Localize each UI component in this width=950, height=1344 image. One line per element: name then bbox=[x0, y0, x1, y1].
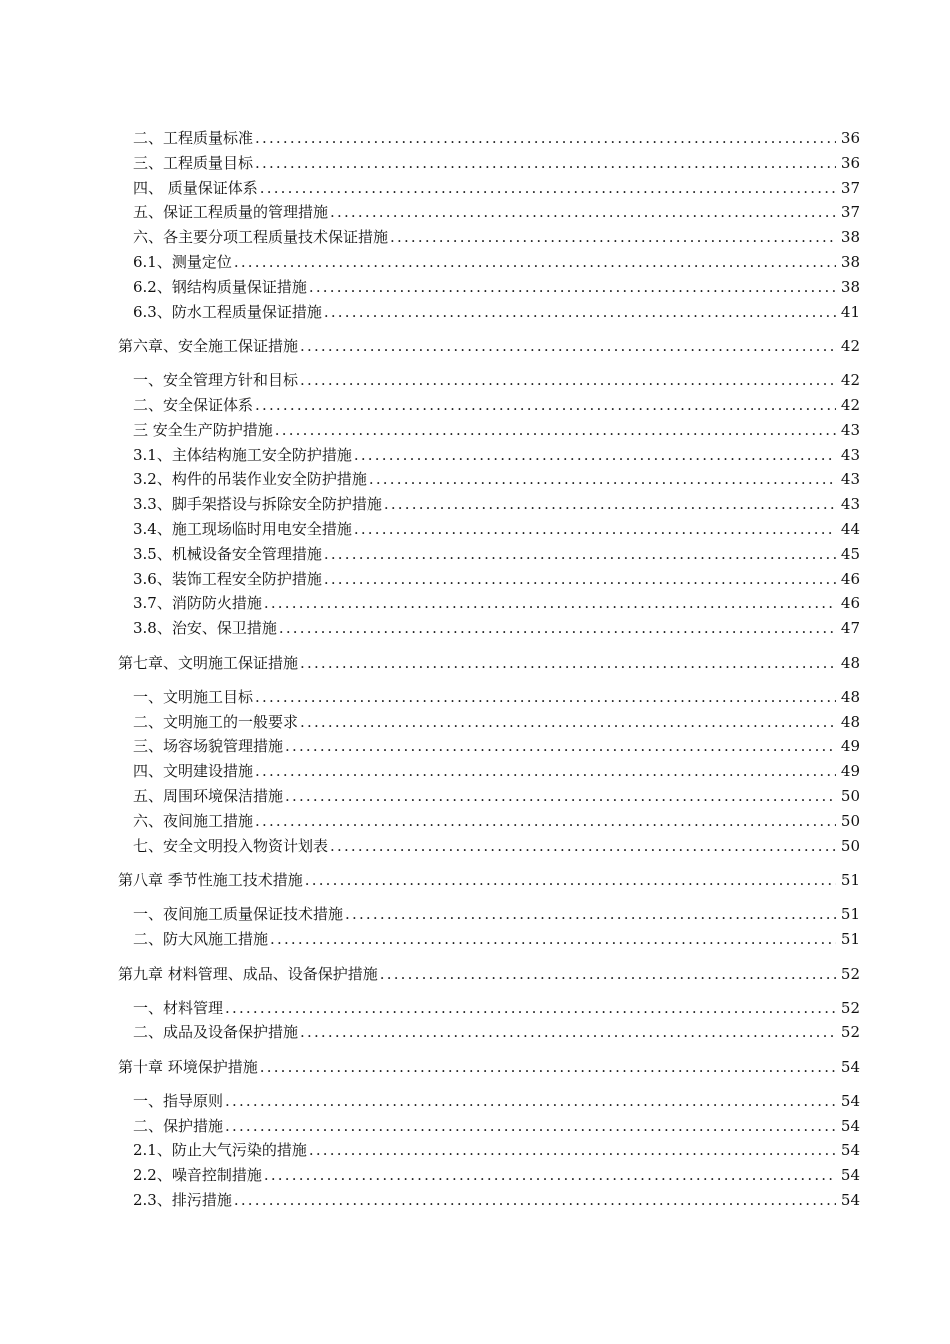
toc-section-entry[interactable] bbox=[118, 616, 860, 641]
table-of-contents bbox=[118, 126, 860, 1213]
toc-entry-title: 3.4、施工现场临时用电安全措施 bbox=[133, 519, 352, 538]
toc-section-entry[interactable] bbox=[118, 734, 860, 759]
toc-dot-leader bbox=[309, 275, 836, 300]
toc-section-entry[interactable] bbox=[118, 542, 860, 567]
toc-section-entry[interactable] bbox=[118, 902, 860, 927]
toc-entry-title: 第八章 季节性施工技术措施 bbox=[118, 871, 303, 890]
toc-dot-leader bbox=[309, 1138, 836, 1163]
toc-entry-title: 一、安全管理方针和目标 bbox=[133, 371, 299, 390]
toc-entry-page-number: 47 bbox=[840, 619, 860, 638]
toc-section-entry[interactable] bbox=[118, 1089, 860, 1114]
toc-chapter-entry[interactable] bbox=[118, 334, 860, 359]
toc-entry-title: 6.3、防水工程质量保证措施 bbox=[133, 302, 322, 321]
toc-dot-leader bbox=[279, 616, 836, 641]
toc-entry-page-number: 50 bbox=[840, 786, 860, 805]
toc-dot-leader bbox=[354, 517, 836, 542]
toc-entry-title: 3.2、构件的吊装作业安全防护措施 bbox=[133, 470, 367, 489]
toc-section-entry[interactable] bbox=[118, 151, 860, 176]
toc-section-entry[interactable] bbox=[118, 1188, 860, 1213]
toc-entry-page-number: 42 bbox=[840, 371, 860, 390]
toc-entry-title: 三 安全生产防护措施 bbox=[133, 420, 273, 439]
toc-dot-leader bbox=[225, 996, 836, 1021]
toc-dot-leader bbox=[300, 1020, 836, 1045]
toc-entry-title: 三、场容场貌管理措施 bbox=[133, 737, 284, 756]
toc-dot-leader bbox=[255, 151, 836, 176]
toc-section-entry[interactable] bbox=[118, 834, 860, 859]
toc-dot-leader bbox=[270, 927, 836, 952]
toc-dot-leader bbox=[390, 225, 836, 250]
toc-dot-leader bbox=[285, 734, 836, 759]
toc-chapter-entry[interactable] bbox=[118, 1055, 860, 1080]
toc-section-entry[interactable] bbox=[118, 467, 860, 492]
toc-dot-leader bbox=[285, 784, 836, 809]
toc-entry-page-number: 54 bbox=[840, 1141, 860, 1160]
toc-section-entry[interactable] bbox=[118, 300, 860, 325]
toc-section-entry[interactable] bbox=[118, 250, 860, 275]
toc-section-entry[interactable] bbox=[118, 784, 860, 809]
toc-chapter-entry[interactable] bbox=[118, 868, 860, 893]
toc-section-entry[interactable] bbox=[118, 492, 860, 517]
toc-dot-leader bbox=[255, 126, 836, 151]
toc-entry-title: 3.8、治安、保卫措施 bbox=[133, 619, 277, 638]
toc-dot-leader bbox=[255, 393, 836, 418]
toc-section-entry[interactable] bbox=[118, 443, 860, 468]
toc-entry-page-number: 46 bbox=[840, 594, 860, 613]
toc-entry-page-number: 51 bbox=[840, 905, 860, 924]
toc-entry-page-number: 37 bbox=[840, 178, 860, 197]
toc-entry-page-number: 51 bbox=[840, 929, 860, 948]
toc-dot-leader bbox=[234, 1188, 836, 1213]
toc-dot-leader bbox=[260, 176, 836, 201]
toc-dot-leader bbox=[225, 1114, 836, 1139]
toc-entry-page-number: 48 bbox=[840, 653, 860, 672]
toc-chapter-entry[interactable] bbox=[118, 962, 860, 987]
toc-entry-title: 6.2、钢结构质量保证措施 bbox=[133, 277, 307, 296]
toc-entry-page-number: 38 bbox=[840, 228, 860, 247]
toc-entry-page-number: 54 bbox=[840, 1058, 860, 1077]
toc-section-entry[interactable] bbox=[118, 685, 860, 710]
toc-entry-title: 三、工程质量目标 bbox=[133, 153, 254, 172]
toc-dot-leader bbox=[255, 759, 836, 784]
toc-entry-page-number: 43 bbox=[840, 445, 860, 464]
toc-dot-leader bbox=[330, 200, 836, 225]
toc-dot-leader bbox=[324, 567, 836, 592]
toc-section-entry[interactable] bbox=[118, 927, 860, 952]
toc-dot-leader bbox=[324, 542, 836, 567]
toc-entry-page-number: 54 bbox=[840, 1166, 860, 1185]
toc-entry-title: 第十章 环境保护措施 bbox=[118, 1058, 258, 1077]
toc-section-entry[interactable] bbox=[118, 1020, 860, 1045]
toc-entry-page-number: 48 bbox=[840, 712, 860, 731]
toc-entry-page-number: 36 bbox=[840, 153, 860, 172]
toc-entry-title: 四、 质量保证体系 bbox=[133, 178, 258, 197]
toc-entry-page-number: 50 bbox=[840, 836, 860, 855]
toc-dot-leader bbox=[330, 834, 836, 859]
toc-entry-title: 七、安全文明投入物资计划表 bbox=[133, 836, 329, 855]
toc-entry-title: 第九章 材料管理、成品、设备保护措施 bbox=[118, 964, 378, 983]
toc-dot-leader bbox=[275, 418, 836, 443]
toc-dot-leader bbox=[260, 1055, 836, 1080]
toc-dot-leader bbox=[384, 492, 836, 517]
toc-entry-page-number: 51 bbox=[840, 871, 860, 890]
toc-dot-leader bbox=[264, 1163, 836, 1188]
toc-entry-page-number: 43 bbox=[840, 420, 860, 439]
toc-entry-title: 3.7、消防防火措施 bbox=[133, 594, 262, 613]
toc-entry-title: 一、指导原则 bbox=[133, 1091, 224, 1110]
toc-section-entry[interactable] bbox=[118, 393, 860, 418]
toc-entry-title: 五、周围环境保洁措施 bbox=[133, 786, 284, 805]
toc-section-entry[interactable] bbox=[118, 809, 860, 834]
toc-dot-leader bbox=[345, 902, 836, 927]
toc-entry-page-number: 41 bbox=[840, 302, 860, 321]
toc-entry-title: 六、各主要分项工程质量技术保证措施 bbox=[133, 228, 389, 247]
toc-entry-page-number: 37 bbox=[840, 203, 860, 222]
toc-entry-title: 四、文明建设措施 bbox=[133, 762, 254, 781]
toc-chapter-entry[interactable] bbox=[118, 651, 860, 676]
toc-entry-page-number: 52 bbox=[840, 1023, 860, 1042]
toc-entry-title: 第七章、文明施工保证措施 bbox=[118, 653, 299, 672]
toc-section-entry[interactable] bbox=[118, 126, 860, 151]
toc-entry-title: 二、工程质量标准 bbox=[133, 129, 254, 147]
toc-entry-page-number: 36 bbox=[840, 129, 860, 147]
toc-entry-page-number: 44 bbox=[840, 519, 860, 538]
toc-entry-title: 6.1、测量定位 bbox=[133, 252, 232, 271]
toc-entry-page-number: 50 bbox=[840, 811, 860, 830]
toc-entry-page-number: 38 bbox=[840, 252, 860, 271]
toc-entry-page-number: 54 bbox=[840, 1191, 860, 1210]
toc-section-entry[interactable] bbox=[118, 710, 860, 735]
toc-entry-page-number: 49 bbox=[840, 737, 860, 756]
toc-entry-page-number: 49 bbox=[840, 762, 860, 781]
toc-dot-leader bbox=[354, 443, 836, 468]
toc-entry-title: 2.1、防止大气污染的措施 bbox=[133, 1141, 307, 1160]
toc-section-entry[interactable] bbox=[118, 200, 860, 225]
toc-dot-leader bbox=[300, 651, 836, 676]
toc-entry-title: 二、防大风施工措施 bbox=[133, 929, 269, 948]
toc-entry-page-number: 45 bbox=[840, 544, 860, 563]
toc-entry-title: 3.3、脚手架搭设与拆除安全防护措施 bbox=[133, 495, 382, 514]
toc-entry-page-number: 42 bbox=[840, 395, 860, 414]
toc-section-entry[interactable] bbox=[118, 567, 860, 592]
toc-entry-title: 第六章、安全施工保证措施 bbox=[118, 337, 299, 356]
toc-entry-title: 二、保护措施 bbox=[133, 1116, 224, 1135]
toc-entry-title: 二、文明施工的一般要求 bbox=[133, 712, 299, 731]
toc-entry-title: 3.1、主体结构施工安全防护措施 bbox=[133, 445, 352, 464]
toc-entry-page-number: 43 bbox=[840, 470, 860, 489]
toc-entry-title: 一、文明施工目标 bbox=[133, 687, 254, 706]
toc-entry-title: 3.5、机械设备安全管理措施 bbox=[133, 544, 322, 563]
toc-dot-leader bbox=[264, 591, 836, 616]
toc-entry-page-number: 43 bbox=[840, 495, 860, 514]
toc-section-entry[interactable] bbox=[118, 1114, 860, 1139]
toc-section-entry[interactable] bbox=[118, 759, 860, 784]
toc-dot-leader bbox=[369, 467, 836, 492]
toc-entry-title: 六、夜间施工措施 bbox=[133, 811, 254, 830]
toc-dot-leader bbox=[305, 868, 836, 893]
toc-section-entry[interactable] bbox=[118, 418, 860, 443]
toc-entry-page-number: 38 bbox=[840, 277, 860, 296]
toc-entry-page-number: 52 bbox=[840, 964, 860, 983]
toc-entry-page-number: 46 bbox=[840, 569, 860, 588]
toc-entry-title: 五、保证工程质量的管理措施 bbox=[133, 203, 329, 222]
toc-section-entry[interactable] bbox=[118, 368, 860, 393]
toc-dot-leader bbox=[234, 250, 836, 275]
toc-entry-title: 二、安全保证体系 bbox=[133, 395, 254, 414]
toc-dot-leader bbox=[300, 368, 836, 393]
toc-entry-page-number: 52 bbox=[840, 998, 860, 1017]
toc-dot-leader bbox=[324, 300, 836, 325]
toc-dot-leader bbox=[300, 334, 836, 359]
toc-section-entry[interactable] bbox=[118, 225, 860, 250]
toc-dot-leader bbox=[225, 1089, 836, 1114]
toc-dot-leader bbox=[255, 809, 836, 834]
toc-dot-leader bbox=[300, 710, 836, 735]
toc-dot-leader bbox=[380, 962, 836, 987]
toc-entry-title: 2.2、噪音控制措施 bbox=[133, 1166, 262, 1185]
toc-section-entry[interactable] bbox=[118, 275, 860, 300]
toc-section-entry[interactable] bbox=[118, 1163, 860, 1188]
toc-entry-page-number: 48 bbox=[840, 687, 860, 706]
toc-entry-title: 3.6、装饰工程安全防护措施 bbox=[133, 569, 322, 588]
toc-section-entry[interactable] bbox=[118, 517, 860, 542]
toc-section-entry[interactable] bbox=[118, 996, 860, 1021]
toc-entry-page-number: 54 bbox=[840, 1116, 860, 1135]
toc-entry-page-number: 42 bbox=[840, 337, 860, 356]
toc-section-entry[interactable] bbox=[118, 176, 860, 201]
toc-entry-title: 二、成品及设备保护措施 bbox=[133, 1023, 299, 1042]
toc-section-entry[interactable] bbox=[118, 1138, 860, 1163]
toc-section-entry[interactable] bbox=[118, 591, 860, 616]
toc-entry-title: 一、夜间施工质量保证技术措施 bbox=[133, 905, 344, 924]
toc-dot-leader bbox=[255, 685, 836, 710]
toc-entry-page-number: 54 bbox=[840, 1091, 860, 1110]
toc-entry-title: 一、材料管理 bbox=[133, 998, 224, 1017]
toc-entry-title: 2.3、排污措施 bbox=[133, 1191, 232, 1210]
